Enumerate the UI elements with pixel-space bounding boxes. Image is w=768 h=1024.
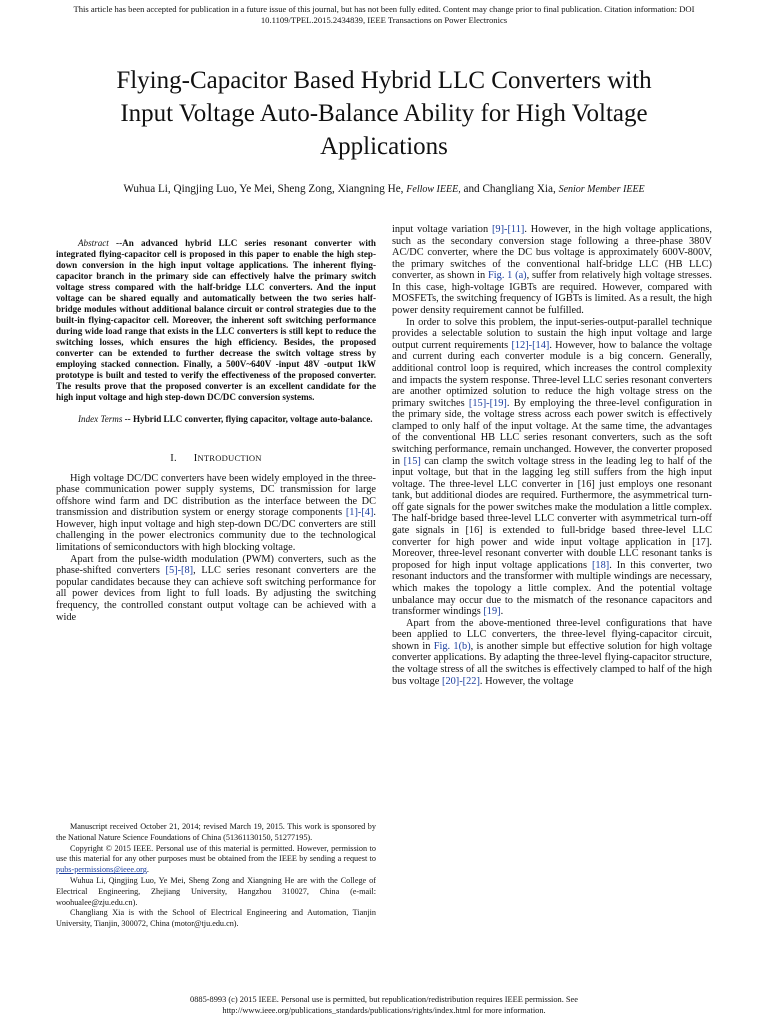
footnote-manuscript: Manuscript received October 21, 2014; revised March 19, 2015. This work is sponsored by the National Nature Science Foundations of China (51361130150, 51277195). — [56, 822, 376, 842]
right-paragraph-1 — [392, 224, 712, 317]
intro-paragraph-2 — [56, 554, 376, 623]
footnote-affiliation-2: Changliang Xia is with the School of Electrical Engineering and Automation, Tianjin University, Tianjin, 300072, China (motor@tju.edu.cn). — [56, 908, 376, 929]
right-column — [392, 224, 712, 687]
authors-role-a: Fellow IEEE, — [406, 184, 461, 195]
intro-p2-text-b: , LLC series resonant converters are the popular candidates because they can achieve soft switching performance for all power devices from light to full loads. By adjusting the switching frequency, the controlled constant output voltage can be achieved with a wide — [56, 565, 376, 623]
right-p3-text-c: . However, the voltage — [479, 675, 574, 687]
right-p2-text-e: . In this converter, two resonant inductors and the transformer with multiple windings are necessary, which makes the topology a little complex. And the potential voltage unbalance may occur due to the mismatch of the resonance capacitors and transformer windings — [392, 559, 712, 618]
right-p2-text-f: . — [500, 606, 504, 618]
intro-p1-text-b: . However, high input voltage and high step-down DC/DC converters are still challenging in the power electronics community due to the technological limitations of semiconductors with high blocking voltage. — [56, 507, 376, 554]
right-p1-text-c: , suffer from relatively high voltage stresses. In this case, high-voltage IGBTs are required. However, compared with MOSFETs, the switching frequency of IGBTs is limited. As a result, the high power density requirement cannot be fulfilled. — [392, 270, 712, 317]
publication-notice-line-1: This article has been accepted for publication in a future issue of this journal, but has not been fully edited. Content may change prior to final publication. Citation information: DOI — [73, 4, 695, 14]
footnote-copyright — [56, 844, 376, 876]
authors-role-b: Senior Member IEEE — [558, 184, 645, 195]
copyright-footer-line-2: http://www.ieee.org/publications_standards/publications/rights/index.html for more information. — [222, 1006, 546, 1015]
index-terms-text: -- Hybrid LLC converter, flying capacitor, voltage auto-balance. — [122, 414, 373, 424]
publication-notice — [0, 4, 768, 26]
right-paragraph-3 — [392, 618, 712, 687]
citation-link[interactable]: [19] — [483, 606, 501, 618]
title-line-2: Input Voltage Auto-Balance Ability for High Voltage — [120, 100, 648, 127]
footnote-copyright-end: . — [146, 865, 149, 875]
figure-link[interactable]: Fig. 1 (a) — [488, 270, 527, 282]
figure-link[interactable]: Fig. 1(b) — [433, 640, 471, 652]
section-title-rest: NTRODUCTION — [197, 453, 262, 463]
abstract — [56, 238, 376, 403]
citation-link[interactable]: [20]-[22] — [442, 675, 480, 687]
abstract-text: An advanced hybrid LLC series resonant converter with integrated flying-capacitor cell is proposed in this paper to enable the high step-down conversion in the high input voltage applications. The inherent flying-capacitor branch in the primary side can effectively halve the primary switch voltage stress compared with the half-bridge LLC converters. And the input voltage can be shared equally and automatically between the two series half-bridge modules without additional balance circuit or control strategies due to the built-in flying-capacitor cell. Moreover, the inherent soft switching performance during wide load range that exists in the LLC converters is still kept to reduce the switching losses, which ensures the high efficiency. Besides, the proposed converter can be extended to further decrease the switch voltage stress by employing stacked connection. Finally, a 500V~640V -input 48V -output 1kW prototype is built and tested to verify the effectiveness of the proposed converter. The results prove that the proposed converter is an excellent candidate for the high input voltage and high step-down DC/DC conversion systems. — [56, 238, 376, 402]
citation-link[interactable]: [5]-[8] — [165, 565, 194, 577]
citation-link[interactable]: [1]-[4] — [345, 507, 374, 519]
citation-link[interactable]: [9]-[11] — [491, 224, 525, 235]
intro-paragraph-1 — [56, 473, 376, 554]
author-list — [30, 182, 738, 197]
right-p1-text-a: input voltage variation — [392, 224, 492, 235]
left-column — [56, 238, 376, 623]
copyright-footer-line-1: 0885-8993 (c) 2015 IEEE. Personal use is permitted, but republication/redistribution requires IEEE permission. See — [190, 995, 578, 1004]
right-p1-text-b: . However, in the high voltage applications, such as the secondary conversion stage following a three-phase 380V AC/DC converter, where the DC bus voltage is approximately 600V-800V, the primary switches of the conventional half-bridge LLC (HB LLC) converter, as shown in — [392, 224, 712, 282]
intro-p2-text-a: Apart from the pulse-width modulation (PWM) converters, such as the phase-shifted converters — [56, 553, 376, 577]
citation-link[interactable]: [15] — [403, 455, 421, 467]
index-terms-label: Index Terms — [78, 414, 123, 424]
citation-link[interactable]: [12]-[14] — [511, 339, 550, 351]
footnote-copyright-text: Copyright © 2015 IEEE. Personal use of this material is permitted. However, permission to use this material for any other purposes must be obtained from the IEEE by sending a request to — [56, 843, 376, 864]
citation-link[interactable]: [15]-[19] — [468, 397, 507, 409]
footnote-affiliation-1: Wuhua Li, Qingjing Luo, Ye Mei, Sheng Zong and Xiangning He are with the College of Electrical Engineering, Zhejiang University, Hangzhou 310027, China (e-mail: woohualee@zju.edu.cn). — [56, 875, 376, 907]
right-paragraph-2 — [392, 317, 712, 618]
intro-p1-text-a: High voltage DC/DC converters have been widely employed in the three-phase communication power supply systems, DC transmission for large offshore wind farm and DC distribution as the interface between the DC transmission and distribution system or energy storage components — [56, 472, 376, 519]
right-p2-text-d: can clamp the switch voltage stress in the leading leg to half of the input voltage, but that in the lagging leg still suffers from the high input voltage. The three-level LLC converter in [16] just employs one resonant tank, but additional diodes are required. Furthermore, the asymmetrical turn-off gate signals for the power switches make the modulation a little complex. The half-bridge based three-level LLC converter with asymmetrical turn-off gate signals in [16] is extended to full-bridge based three-level LLC converter for high power and wide input voltage application in [17]. Moreover, three-level resonant converter with double LLC resonant tanks is proposed for high input voltage applications — [392, 455, 712, 571]
right-p2-text-a: In order to solve this problem, the input-series-output-parallel technique provides a selectable solution to sustain the high input voltage and large output current requirements — [392, 316, 712, 351]
right-p2-text-b: . However, how to balance the voltage and current during each converter module is a big concern. Generally, additional control loop is required, which increases the control complexity and impacts the system response. Three-level LLC series resonant converters are another optimized solution to reduce the high voltage stress on the primary switches — [392, 339, 712, 409]
copyright-footer — [0, 994, 768, 1016]
right-p2-text-c: . By employing the three-level configuration in the primary side, the voltage stress across each power switch is effectively clamped to only half of the input voltage. At the same time, the advantages of the conventional HB LLC series resonant converters, such as the soft switching performance, remain unchanged. However, the converter proposed in — [392, 397, 712, 467]
footnote — [56, 822, 376, 930]
abstract-dash: -- — [108, 238, 123, 248]
authors-names-a: Wuhua Li, Qingjing Luo, Ye Mei, Sheng Zong, Xiangning He, — [123, 183, 404, 195]
title-line-1: Flying-Capacitor Based Hybrid LLC Converters with — [116, 67, 652, 94]
section-heading — [56, 453, 376, 465]
right-p3-text-a: Apart from the above-mentioned three-level configurations that have been applied to LLC converters, the three-level flying-capacitor circuit, shown in — [392, 617, 712, 652]
title-line-3: Applications — [320, 133, 448, 160]
paper-title — [40, 64, 728, 163]
section-title-initial: I — [193, 453, 198, 464]
permissions-email-link[interactable]: pubs-permissions@ieee.org — [56, 865, 147, 875]
index-terms — [56, 414, 376, 425]
authors-names-b: and Changliang Xia, — [463, 183, 556, 195]
right-p3-text-b: , is another simple but effective solution for high voltage converter applications. By adapting the three-level flying-capacitor structure, the voltage stress of all the switches is effectively clamped to half of the high bus voltage — [392, 640, 713, 687]
abstract-label: Abstract — [78, 238, 109, 248]
citation-link[interactable]: [18] — [591, 559, 610, 571]
publication-notice-line-2: 10.1109/TPEL.2015.2434839, IEEE Transactions on Power Electronics — [260, 15, 508, 25]
section-number: I. — [170, 453, 177, 464]
